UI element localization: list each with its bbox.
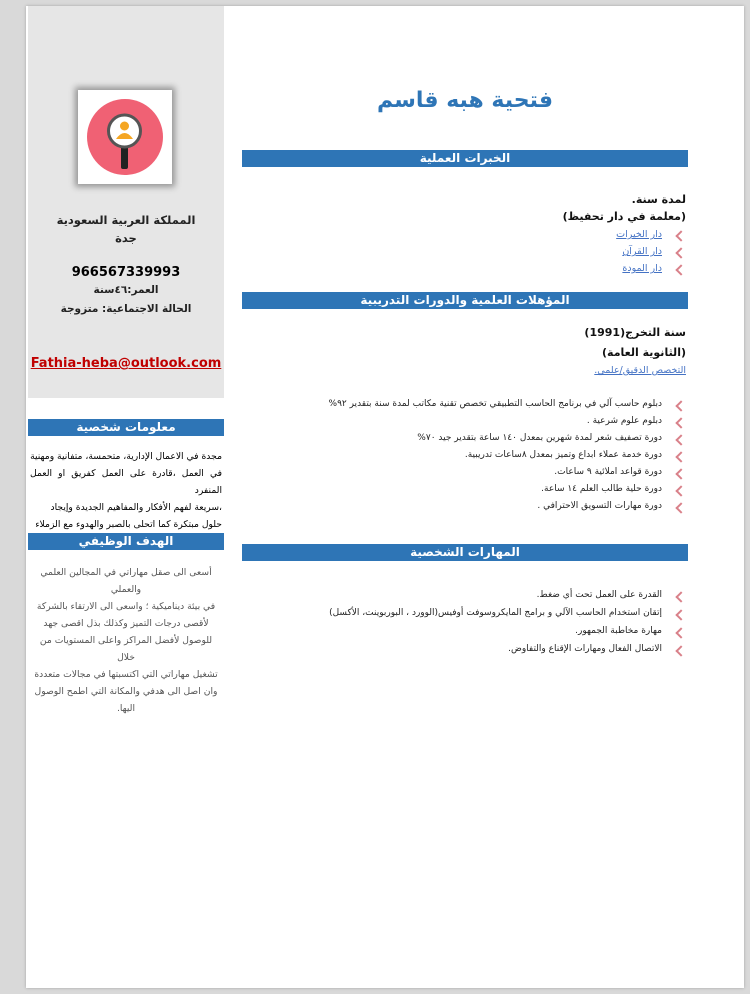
objective-line: اليها. — [116, 703, 136, 714]
age-text: العمر:٤٦سنة — [93, 284, 159, 296]
bullet-icon — [675, 609, 686, 620]
experience-place-link[interactable]: دار القرآن — [622, 246, 662, 257]
page-title: فتحية هبه قاسم — [376, 88, 553, 113]
course-item: دورة تصفيف شعر لمدة شهرين بمعدل ١٤٠ ساعة بتقدير جيد ٧٠% — [417, 433, 662, 443]
objective-paragraph — [30, 564, 222, 717]
skills-header: المهارات الشخصية — [242, 544, 688, 561]
bullet-icon — [675, 502, 686, 513]
course-item: دورة قواعد املائية ٩ ساعات. — [554, 467, 662, 477]
objective-header: الهدف الوظيفي — [28, 533, 224, 550]
specialization-link[interactable]: التخصص الدقيق/علمي. — [594, 365, 686, 376]
degree-text: (الثانوية العامة) — [602, 346, 686, 359]
qualifications-header: المؤهلات العلمية والدورات التدريبية — [242, 292, 688, 309]
course-item: دبلوم حاسب آلي في برنامج الحاسب التطبيقي تخصص تقنية مكاتب لمدة سنة بتقدير ٩٢% — [328, 399, 662, 409]
experience-header: الخبرات العملية — [242, 150, 688, 167]
graduation-year: سنة التخرج(1991) — [584, 326, 686, 339]
personal-info-paragraph — [30, 448, 222, 533]
avatar-circle — [87, 99, 163, 175]
bullet-icon — [675, 485, 686, 496]
bullet-icon — [675, 434, 686, 445]
bullet-icon — [675, 645, 686, 656]
bullet-icon — [675, 400, 686, 411]
course-item: دورة مهارات التسويق الاحترافي . — [537, 501, 662, 511]
course-item: دورة خدمة عملاء ابداع وتميز بمعدل ٨ساعات تدريبية. — [464, 450, 662, 460]
sidebar-contact-panel — [28, 6, 224, 398]
objective-line: وان اصل الى هدفي والمكانة التي اطمح الوصول — [34, 686, 218, 697]
phone-text: 966567339993 — [71, 265, 181, 280]
objective-line: في بيئة ديناميكية ؛ واسعى الى الارتقاء بالشركة — [36, 601, 216, 612]
personal-info-line: ،سريعة لفهم الأفكار والمفاهيم الجديدة وإيجاد — [50, 502, 222, 513]
personal-info-line: مجدة في الاعمال الإدارية، متحمسة، متفانية ومهنية — [30, 451, 222, 462]
bullet-icon — [675, 417, 686, 428]
personal-info-header: معلومات شخصية — [28, 419, 224, 436]
skill-item: مهارة مخاطبة الجمهور. — [575, 626, 662, 636]
objective-line: لأقصى درجات التميز وكذلك بذل اقصى جهد — [43, 618, 209, 629]
marital-status-text: الحالة الاجتماعية: متزوجة — [60, 303, 192, 315]
person-magnifier-icon — [87, 99, 163, 175]
skill-item: الاتصال الفعال ومهارات الإقناع والتفاوض. — [508, 644, 662, 654]
experience-role: (معلمة في دار تحفيظ) — [562, 210, 686, 223]
email-link[interactable]: Fathia-heba@outlook.com — [30, 356, 222, 371]
resume-page — [26, 6, 744, 988]
objective-line: تشغيل مهاراتي التي اكتسبتها في مجالات متعددة — [34, 669, 218, 680]
bullet-icon — [675, 264, 686, 275]
personal-info-line: في العمل ،قادرة على العمل كفريق او العمل المنفرد — [30, 468, 222, 496]
experience-place-link[interactable]: دار المودة — [622, 263, 662, 274]
skill-item: إتقان استخدام الحاسب الآلي و برامج المايكروسوفت أوفيس(الوورد ، البوربوينت، الأكسل) — [329, 608, 662, 618]
experience-place-link[interactable]: دار الخيرات — [616, 229, 662, 240]
bullet-icon — [675, 230, 686, 241]
course-item: دبلوم علوم شرعية . — [586, 416, 662, 426]
bullet-icon — [675, 627, 686, 638]
country-text: المملكة العربية السعودية — [56, 213, 196, 227]
personal-info-line: حلول مبتكرة كما اتحلى بالصبر والهدوء مع الزملاء — [35, 519, 222, 530]
avatar — [78, 90, 172, 184]
objective-line: للوصول لأفضل المراكز واعلى المستويات من خلال — [39, 635, 213, 663]
experience-duration: لمدة سنة. — [631, 193, 686, 206]
bullet-icon — [675, 468, 686, 479]
course-item: دورة حلية طالب العلم ١٤ ساعة. — [541, 484, 662, 494]
bullet-icon — [675, 451, 686, 462]
objective-line: أسعى الى صقل مهاراتي في المجالين العلمي والعملي — [40, 567, 212, 595]
skill-item: القدرة على العمل تحت أي ضغط. — [536, 590, 662, 600]
bullet-icon — [675, 247, 686, 258]
bullet-icon — [675, 591, 686, 602]
city-text: جدة — [115, 231, 137, 245]
